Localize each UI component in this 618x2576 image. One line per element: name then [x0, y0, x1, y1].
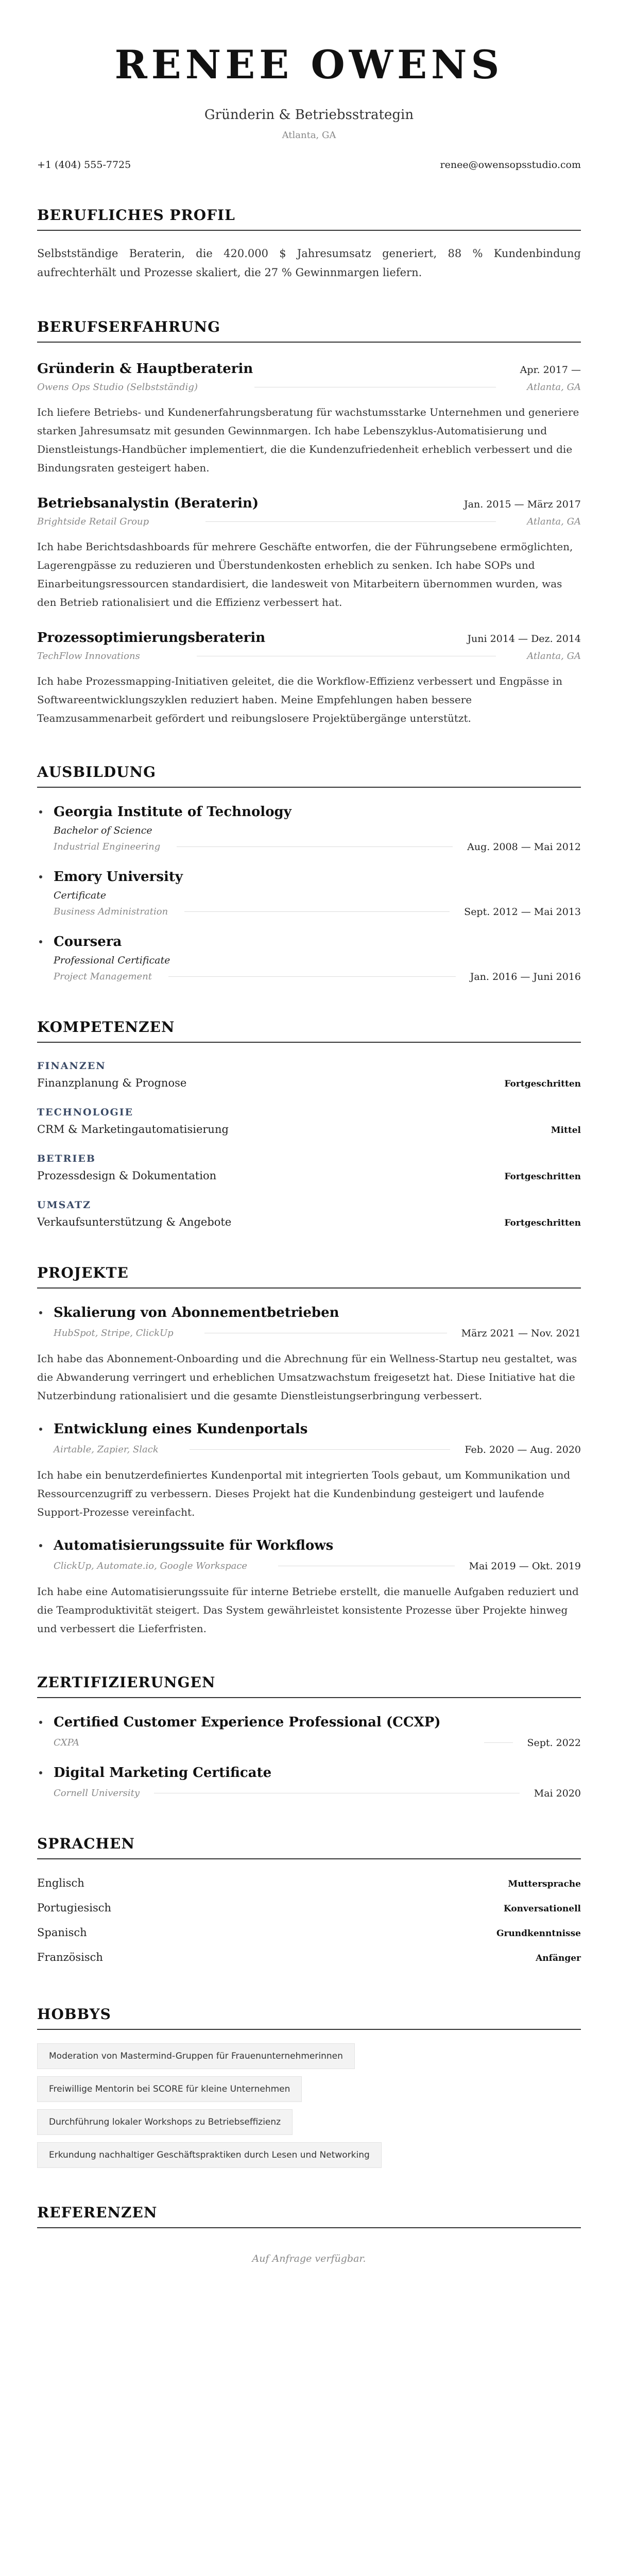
- job-dates: Juni 2014 — Dez. 2014: [467, 633, 581, 645]
- resume-header: [37, 42, 581, 171]
- bullet-icon: [39, 875, 42, 878]
- contact-row: [37, 159, 581, 171]
- bullet-icon: [39, 1544, 42, 1547]
- references-section: [37, 2204, 581, 2264]
- project-entry: [37, 1538, 581, 1638]
- divider: [205, 521, 496, 522]
- languages-section: [37, 1835, 581, 1970]
- project-tech: Airtable, Zapier, Slack: [54, 1444, 159, 1455]
- skills-section: [37, 1019, 581, 1228]
- section-title: BERUFLICHES PROFIL: [37, 207, 581, 231]
- language-row: [37, 1895, 581, 1920]
- job-location: Atlanta, GA: [527, 516, 581, 527]
- hobby-tag: Freiwillige Mentorin bei SCORE für kleine Unternehmen: [37, 2076, 302, 2102]
- bullet-icon: [39, 1428, 42, 1431]
- job-entry: [37, 361, 581, 477]
- bullet-icon: [39, 1311, 42, 1314]
- skill-name: Finanzplanung & Prognose: [37, 1076, 187, 1089]
- education-entry: [37, 804, 581, 853]
- bullet-icon: [39, 1771, 42, 1774]
- job-description: Ich habe Berichtsdashboards für mehrere Geschäfte entworfen, die der Führungsebene ermöglichten, Lagerengpässe zu reduzieren und Überstundenkosten erheblich zu senken. Ich habe SOPs und Einarbeitungsressourcen standardisiert, die landesweit von Mitarbeitern übernommen wurden, was den Betrieb rationalisiert und die Effizienz verbessert hat.: [37, 540, 573, 608]
- hobby-tag: Erkundung nachhaltiger Geschäftspraktiken durch Lesen und Networking: [37, 2142, 382, 2168]
- language-row: [37, 1945, 581, 1970]
- job-company: TechFlow Innovations: [37, 650, 140, 662]
- job-description: Ich liefere Betriebs- und Kundenerfahrungsberatung für wachstumsstarke Unternehmen und generiere starken Jahresumsatz mit gesunden Gewinnmargen. Ich habe Lebenszyklus-Automatisierung und Dienstleistungs-Handbücher implementiert, die die Kundenzufriedenheit erheblich verbessert und die Bindungsraten gesteigert haben.: [37, 405, 579, 474]
- education-section: [37, 764, 581, 982]
- field-of-study: Project Management: [54, 971, 152, 982]
- certifications-section: [37, 1674, 581, 1799]
- job-title: Gründerin & Hauptberaterin: [37, 361, 253, 377]
- education-dates: Jan. 2016 — Juni 2016: [470, 971, 581, 982]
- skill-name: CRM & Marketingautomatisierung: [37, 1123, 229, 1136]
- certification-date: Mai 2020: [534, 1787, 581, 1799]
- candidate-title: Gründerin & Betriebsstrategin: [204, 107, 414, 123]
- school-name: Coursera: [54, 934, 122, 950]
- project-description: Ich habe ein benutzerdefiniertes Kundenportal mit integrierten Tools gebaut, um Kommunikation und Ressourcenzugriff zu verbessern. Dieses Projekt hat die Kundenbindung gesteigert und laufende Support-Prozesse vereinfacht.: [37, 1468, 571, 1518]
- language-name: Portugiesisch: [37, 1901, 112, 1914]
- skill-category: BETRIEB: [37, 1153, 96, 1164]
- project-dates: Mai 2019 — Okt. 2019: [469, 1560, 581, 1572]
- language-name: Englisch: [37, 1876, 84, 1889]
- job-dates: Apr. 2017 —: [520, 364, 581, 376]
- hobby-tag: Moderation von Mastermind-Gruppen für Frauenunternehmerinnen: [37, 2043, 355, 2069]
- section-title: PROJEKTE: [37, 1264, 581, 1289]
- project-dates: März 2021 — Nov. 2021: [461, 1327, 581, 1339]
- skill-category: TECHNOLOGIE: [37, 1106, 134, 1118]
- bullet-icon: [39, 1721, 42, 1724]
- education-entry: [37, 934, 581, 982]
- section-title: HOBBYS: [37, 2006, 581, 2030]
- job-company: Brightside Retail Group: [37, 516, 149, 527]
- job-dates: Jan. 2015 — März 2017: [464, 498, 581, 510]
- project-title: Skalierung von Abonnementbetrieben: [54, 1304, 339, 1320]
- skill-name: Verkaufsunterstützung & Angebote: [37, 1215, 232, 1228]
- skill-level: Mittel: [551, 1125, 581, 1136]
- job-company: Owens Ops Studio (Selbstständig): [37, 381, 198, 393]
- skill-group: [37, 1060, 581, 1089]
- language-level: Konversationell: [503, 1903, 581, 1914]
- certification-date: Sept. 2022: [527, 1737, 581, 1749]
- divider: [177, 846, 453, 847]
- education-entry: [37, 869, 581, 918]
- bullet-icon: [39, 810, 42, 814]
- section-title: AUSBILDUNG: [37, 764, 581, 788]
- references-note: Auf Anfrage verfügbar.: [252, 2252, 366, 2264]
- email-link[interactable]: renee@owensopsstudio.com: [440, 159, 581, 171]
- degree: Professional Certificate: [54, 954, 170, 966]
- school-name: Georgia Institute of Technology: [54, 804, 291, 820]
- education-dates: Sept. 2012 — Mai 2013: [464, 906, 581, 918]
- divider: [168, 976, 456, 977]
- skill-name: Prozessdesign & Dokumentation: [37, 1169, 217, 1182]
- experience-section: [37, 318, 581, 727]
- project-tech: HubSpot, Stripe, ClickUp: [54, 1328, 174, 1338]
- project-dates: Feb. 2020 — Aug. 2020: [465, 1444, 581, 1455]
- skill-group: [37, 1199, 581, 1228]
- language-row: [37, 1871, 581, 1895]
- section-title: KOMPETENZEN: [37, 1019, 581, 1043]
- candidate-location: Atlanta, GA: [282, 130, 336, 141]
- certification-entry: [37, 1765, 581, 1799]
- project-entry: [37, 1421, 581, 1521]
- project-tech: ClickUp, Automate.io, Google Workspace: [54, 1561, 248, 1571]
- phone-link[interactable]: +1 (404) 555-7725: [37, 159, 131, 171]
- project-entry: [37, 1305, 581, 1405]
- certification-issuer: CXPA: [54, 1737, 80, 1748]
- language-name: Französisch: [37, 1951, 103, 1963]
- certification-issuer: Cornell University: [54, 1788, 140, 1799]
- section-title: ZERTIFIZIERUNGEN: [37, 1674, 581, 1698]
- language-level: Grundkenntnisse: [496, 1928, 581, 1939]
- project-description: Ich habe das Abonnement-Onboarding und die Abrechnung für ein Wellness-Startup neu gestaltet, was die Abwanderung verringert und erheblichen Umsatzwachstum freigesetzt hat. Diese Initiative hat die Nutzerbindung rationalisiert und die gesamte Dienstleistungserbringung verbessert.: [37, 1352, 577, 1402]
- skill-group: [37, 1153, 581, 1182]
- degree: Certificate: [54, 889, 107, 901]
- divider: [190, 1449, 451, 1450]
- skill-group: [37, 1107, 581, 1136]
- projects-section: [37, 1264, 581, 1638]
- skill-level: Fortgeschritten: [504, 1078, 581, 1089]
- profile-section: [37, 207, 581, 282]
- certification-title: Digital Marketing Certificate: [54, 1765, 272, 1781]
- degree: Bachelor of Science: [54, 824, 152, 836]
- field-of-study: Industrial Engineering: [54, 841, 161, 852]
- skill-category: FINANZEN: [37, 1060, 106, 1072]
- job-title: Prozessoptimierungsberaterin: [37, 630, 266, 646]
- hobby-tag: Durchführung lokaler Workshops zu Betriebseffizienz: [37, 2109, 293, 2135]
- school-name: Emory University: [54, 869, 183, 885]
- language-name: Spanisch: [37, 1926, 87, 1939]
- field-of-study: Business Administration: [54, 906, 168, 917]
- job-location: Atlanta, GA: [527, 650, 581, 662]
- section-title: REFERENZEN: [37, 2204, 581, 2228]
- certification-entry: [37, 1715, 581, 1749]
- language-level: Anfänger: [536, 1953, 581, 1963]
- section-title: SPRACHEN: [37, 1835, 581, 1859]
- candidate-name: RENEE OWENS: [114, 42, 504, 88]
- language-level: Muttersprache: [508, 1878, 581, 1889]
- language-row: [37, 1920, 581, 1945]
- project-title: Automatisierungssuite für Workflows: [54, 1537, 334, 1553]
- profile-summary: Selbstständige Beraterin, die 420.000 $ Jahresumsatz generiert, 88 % Kundenbindung aufrechterhält und Prozesse skaliert, die 27 % Gewinnmargen liefern.: [37, 247, 581, 279]
- education-dates: Aug. 2008 — Mai 2012: [467, 841, 581, 853]
- job-location: Atlanta, GA: [527, 381, 581, 393]
- section-title: BERUFSERFAHRUNG: [37, 318, 581, 343]
- job-title: Betriebsanalystin (Beraterin): [37, 495, 259, 511]
- job-entry: [37, 630, 581, 727]
- divider: [484, 1742, 513, 1743]
- project-description: Ich habe eine Automatisierungssuite für interne Betriebe erstellt, die manuelle Aufgaben reduziert und die Teamproduktivität steigert. Das System gewährleistet konsistente Prozesse über Projekte hinweg und verbessert die Lieferfristen.: [37, 1585, 579, 1635]
- hobbies-section: [37, 2006, 581, 2168]
- bullet-icon: [39, 940, 42, 943]
- skill-level: Fortgeschritten: [504, 1171, 581, 1182]
- skill-level: Fortgeschritten: [504, 1217, 581, 1228]
- divider: [184, 911, 450, 912]
- certification-title: Certified Customer Experience Professional (CCXP): [54, 1714, 441, 1730]
- job-description: Ich habe Prozessmapping-Initiativen geleitet, die die Workflow-Effizienz verbessert und Engpässe in Softwareentwicklungszyklen reduziert haben. Meine Empfehlungen haben bessere Teamzusammenarbeit gefördert und reibungslosere Projektübergänge unterstützt.: [37, 674, 562, 724]
- skill-category: UMSATZ: [37, 1199, 92, 1211]
- job-entry: [37, 496, 581, 612]
- project-title: Entwicklung eines Kundenportals: [54, 1421, 308, 1437]
